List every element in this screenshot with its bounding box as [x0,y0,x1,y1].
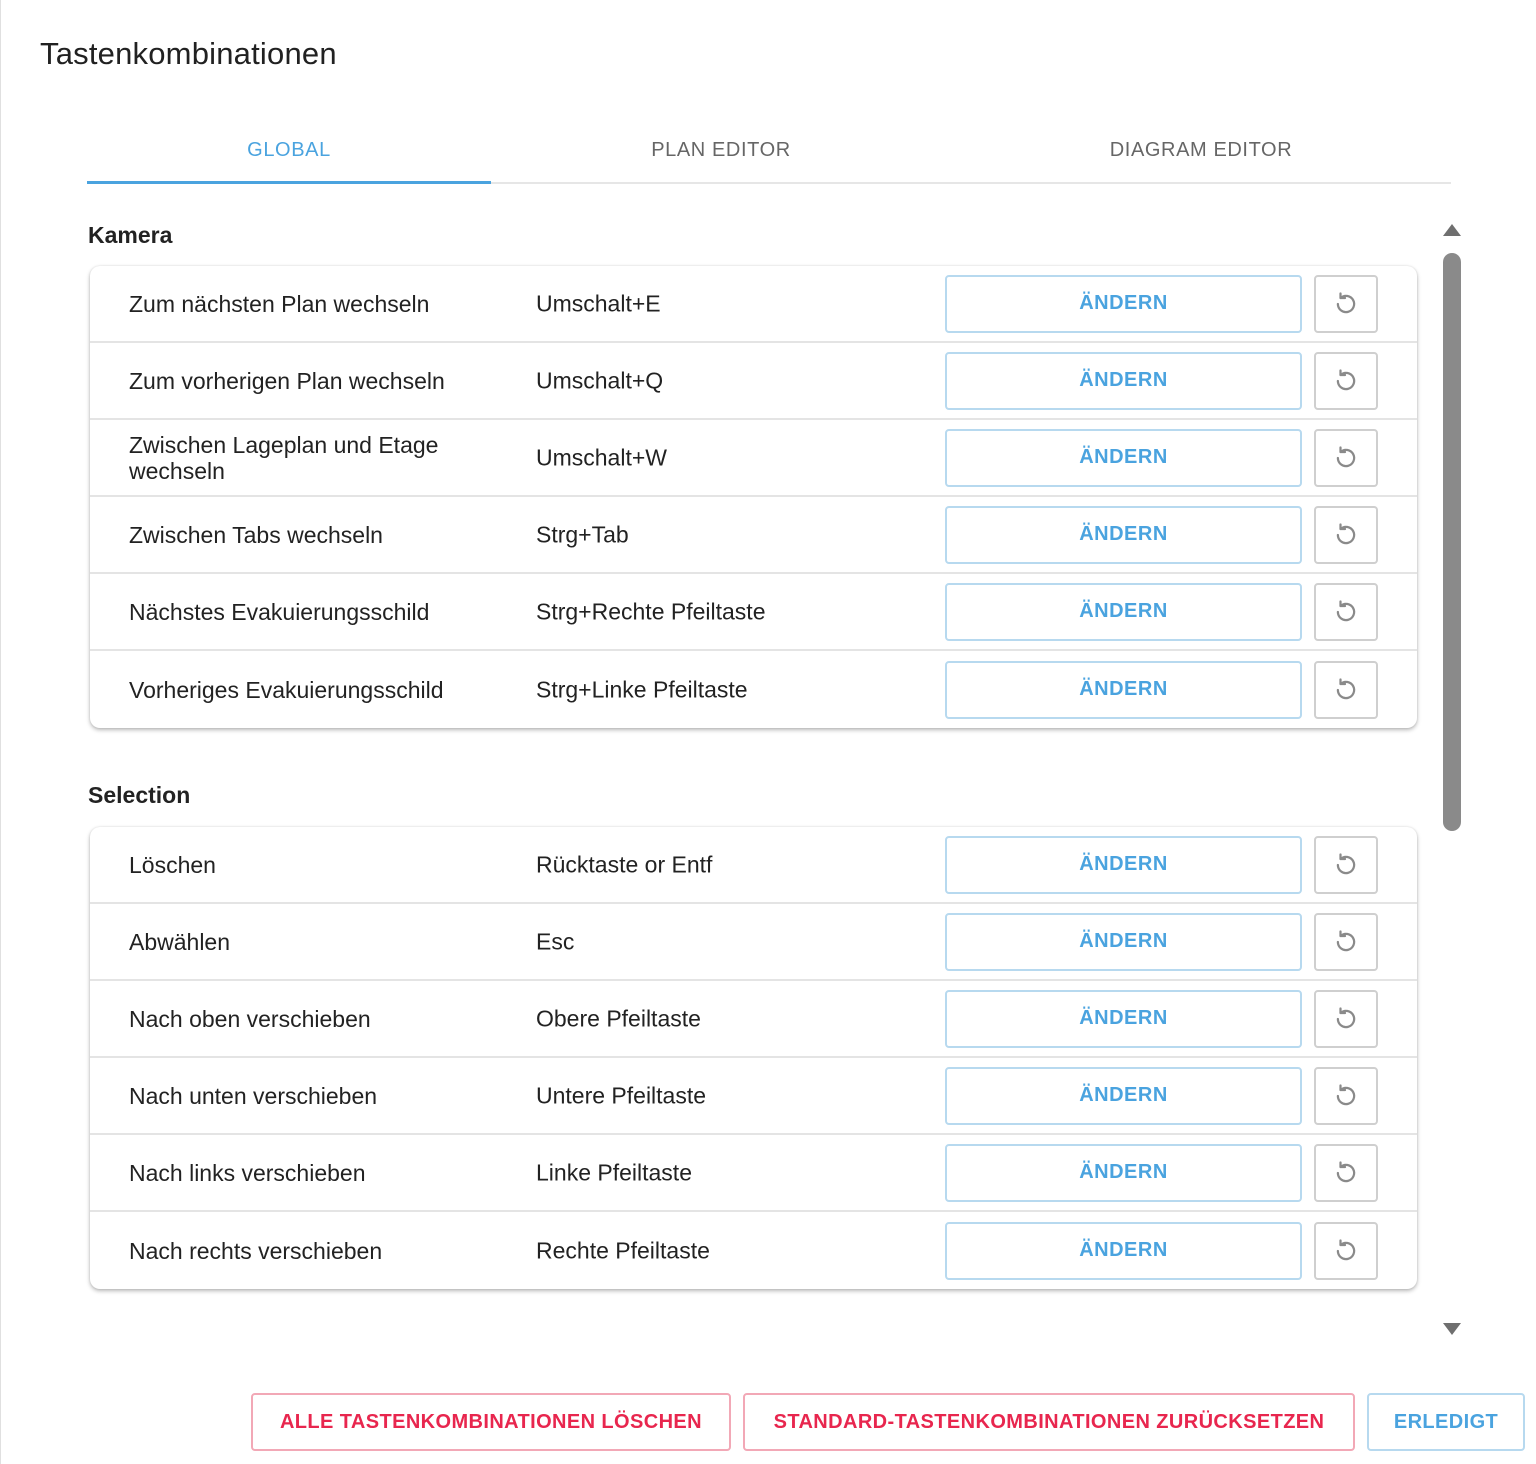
reset-shortcut-button[interactable] [1314,1144,1378,1202]
reset-icon [1331,1081,1361,1111]
change-shortcut-button[interactable]: ÄNDERN [945,1222,1302,1280]
reset-shortcut-button[interactable] [1314,583,1378,641]
section-title-kamera: Kamera [88,222,173,248]
shortcut-description: Vorheriges Evakuierungsschild [129,676,444,703]
shortcut-row [90,827,1417,904]
change-shortcut-button[interactable]: ÄNDERN [945,352,1302,410]
reset-icon [1331,366,1361,396]
reset-icon [1331,1158,1361,1188]
shortcut-description: Nach rechts verschieben [129,1237,383,1264]
change-shortcut-button[interactable]: ÄNDERN [945,1144,1302,1202]
change-shortcut-button[interactable]: ÄNDERN [945,836,1302,894]
shortcut-description: Zwischen Lageplan und Etage wechseln [129,431,439,484]
reset-default-shortcuts-button[interactable]: STANDARD-TASTENKOMBINATIONEN ZURÜCKSETZEN [743,1393,1355,1451]
done-button[interactable]: ERLEDIGT [1367,1393,1525,1451]
reset-icon [1331,850,1361,880]
reset-icon [1331,443,1361,473]
shortcut-keys: Umschalt+Q [536,367,664,393]
section-card-kamera [90,266,1417,728]
vertical-scrollbar[interactable] [1439,218,1465,1343]
reset-icon [1331,520,1361,550]
shortcut-row [90,420,1417,497]
dialog-title: Tastenkombinationen [40,36,337,71]
scroll-up-arrow-icon[interactable] [1443,224,1461,236]
reset-icon [1331,927,1361,957]
section-card-selection [90,827,1417,1289]
clear-all-shortcuts-button[interactable]: ALLE TASTENKOMBINATIONEN LÖSCHEN [251,1393,731,1451]
change-shortcut-button[interactable]: ÄNDERN [945,990,1302,1048]
shortcut-keys: Rechte Pfeiltaste [536,1237,710,1263]
shortcut-description: Nach links verschieben [129,1159,366,1186]
change-shortcut-button[interactable]: ÄNDERN [945,913,1302,971]
reset-icon [1331,1236,1361,1266]
shortcut-description: Zum vorherigen Plan wechseln [129,367,445,394]
shortcut-row [90,904,1417,981]
shortcut-description: Löschen [129,851,216,878]
reset-icon [1331,289,1361,319]
change-shortcut-button[interactable]: ÄNDERN [945,429,1302,487]
reset-icon [1331,675,1361,705]
tab-bar [87,118,1451,184]
shortcut-description: Zwischen Tabs wechseln [129,521,383,548]
shortcut-row [90,1212,1417,1289]
scroll-down-arrow-icon[interactable] [1443,1323,1461,1335]
reset-shortcut-button[interactable] [1314,429,1378,487]
shortcut-keys: Umschalt+W [536,444,667,470]
change-shortcut-button[interactable]: ÄNDERN [945,506,1302,564]
reset-shortcut-button[interactable] [1314,990,1378,1048]
shortcut-keys: Strg+Tab [536,521,629,547]
shortcut-description: Abwählen [129,928,231,955]
shortcut-keys: Umschalt+E [536,290,661,316]
shortcut-row [90,651,1417,728]
reset-shortcut-button[interactable] [1314,1067,1378,1125]
tab-diagram-editor[interactable] [951,118,1451,182]
shortcut-description: Nächstes Evakuierungsschild [129,598,430,625]
tab-plan-editor[interactable] [491,118,951,182]
change-shortcut-button[interactable]: ÄNDERN [945,275,1302,333]
reset-shortcut-button[interactable] [1314,661,1378,719]
tab-global-label: GLOBAL [247,138,331,161]
shortcut-keys: Untere Pfeiltaste [536,1082,707,1108]
shortcut-keys: Esc [536,928,575,954]
shortcut-keys: Obere Pfeiltaste [536,1005,701,1031]
reset-shortcut-button[interactable] [1314,913,1378,971]
change-shortcut-button[interactable]: ÄNDERN [945,661,1302,719]
shortcut-keys: Strg+Rechte Pfeiltaste [536,598,766,624]
change-shortcut-button[interactable]: ÄNDERN [945,1067,1302,1125]
shortcut-row [90,1058,1417,1135]
shortcut-row [90,343,1417,420]
shortcut-row [90,981,1417,1058]
reset-icon [1331,597,1361,627]
reset-shortcut-button[interactable] [1314,506,1378,564]
shortcut-description: Nach unten verschieben [129,1082,378,1109]
tab-plan-editor-label: PLAN EDITOR [651,138,791,161]
shortcut-row [90,1135,1417,1212]
reset-shortcut-button[interactable] [1314,352,1378,410]
shortcut-description: Zum nächsten Plan wechseln [129,290,430,317]
shortcut-row [90,497,1417,574]
tab-global[interactable] [87,118,491,182]
shortcut-row [90,574,1417,651]
tab-diagram-editor-label: DIAGRAM EDITOR [1109,138,1293,161]
reset-shortcut-button[interactable] [1314,275,1378,333]
shortcut-keys: Linke Pfeiltaste [536,1159,692,1185]
reset-shortcut-button[interactable] [1314,1222,1378,1280]
active-tab-indicator [87,181,491,184]
change-shortcut-button[interactable]: ÄNDERN [945,583,1302,641]
scrollbar-thumb[interactable] [1443,253,1461,831]
reset-icon [1331,1004,1361,1034]
section-title-selection: Selection [88,782,191,808]
shortcut-row [90,266,1417,343]
shortcut-keys: Strg+Linke Pfeiltaste [536,676,748,702]
shortcut-keys: Rücktaste or Entf [536,851,713,877]
shortcut-description: Nach oben verschieben [129,1005,371,1032]
shortcut-list-scroll-area[interactable] [1,186,1536,1356]
reset-shortcut-button[interactable] [1314,836,1378,894]
